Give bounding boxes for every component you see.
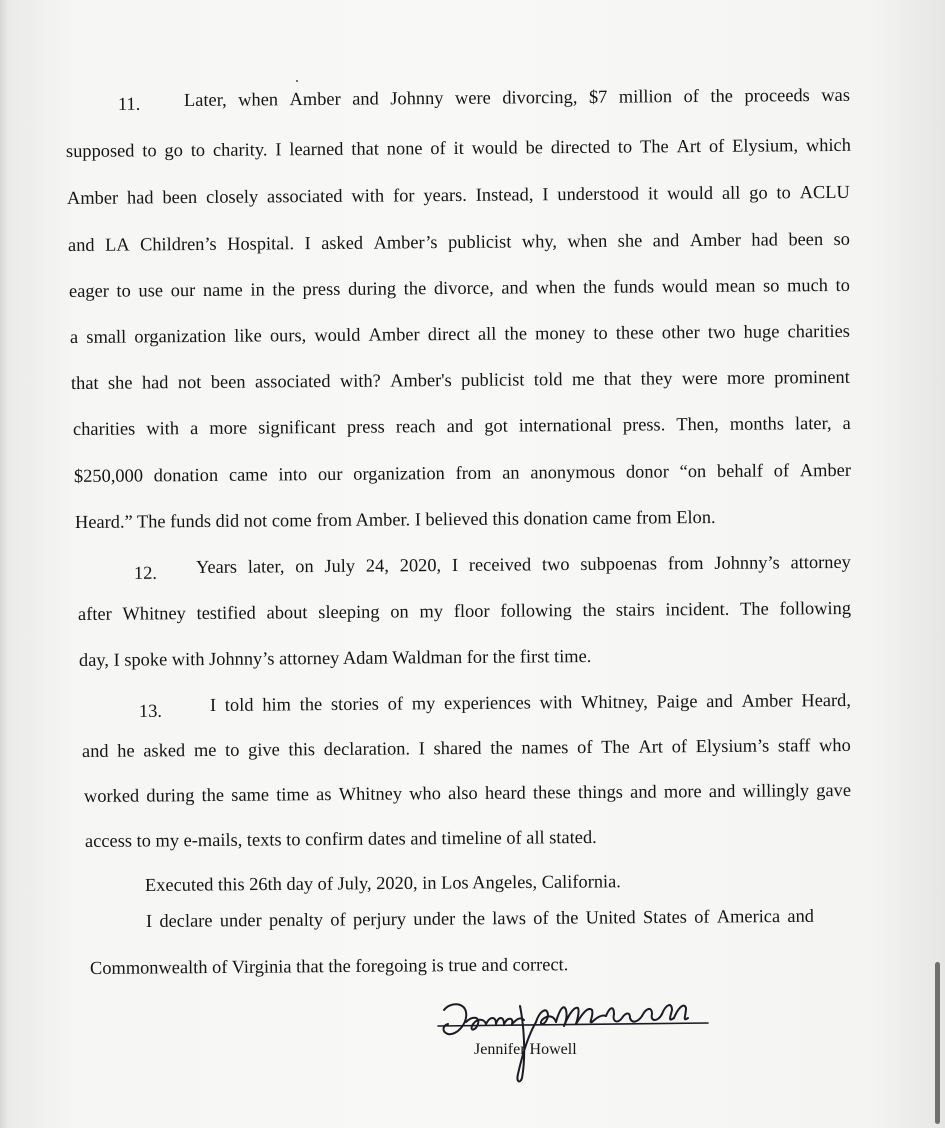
text-line: a small organization like ours, would Amber direct all the money to these other two huge charities xyxy=(69,320,850,347)
text-line: charities with a more significant press reach and got international press. Then, months later, a xyxy=(72,412,851,439)
text-line: Heard.” The funds did not come from Amber. I believed this donation came from Elon. xyxy=(74,506,716,532)
text-line: worked during the same time as Whitney who also heard these things and more and willingly gave xyxy=(83,779,852,806)
signatory-name: Jennifer Howell xyxy=(474,1041,577,1058)
paragraph-number: 13. xyxy=(138,700,163,721)
text-line: I told him the stories of my experiences with Whitney, Paige and Amber Heard, xyxy=(209,689,851,715)
page-edge-shadow xyxy=(0,0,8,1128)
text-line: Later, when Amber and Johnny were divorcing, $7 million of the proceeds was xyxy=(183,84,851,110)
scrollbar[interactable] xyxy=(935,962,940,1124)
text-line: I declare under penalty of perjury under the laws of the United States of America and xyxy=(145,905,815,931)
paragraph-number: 12. xyxy=(133,562,158,583)
text-line: Years later, on July 24, 2020, I received two subpoenas from Johnny’s attorney xyxy=(195,551,851,577)
text-line: access to my e-mails, texts to confirm dates and timeline of all stated. xyxy=(84,826,597,851)
text-line: after Whitney testified about sleeping on my floor following the stairs incident. The following xyxy=(77,597,852,624)
text-line: that she had not been associated with? Amber's publicist told me that they were more prominent xyxy=(70,366,850,393)
text-line: and LA Children’s Hospital. I asked Amber’s publicist why, when she and Amber had been so xyxy=(67,228,851,255)
execution-statement: Executed this 26th day of July, 2020, in Los Angeles, California. xyxy=(144,871,621,895)
stray-mark xyxy=(296,80,298,82)
text-line: eager to use our name in the press during the divorce, and when the funds would mean so much to xyxy=(68,274,851,301)
paragraph-number: 11. xyxy=(117,93,141,114)
text-line: and he asked me to give this declaration. I shared the names of The Art of Elysium’s staff who xyxy=(81,734,851,761)
text-line: Commonwealth of Virginia that the foregoing is true and correct. xyxy=(89,954,569,978)
text-line: Amber had been closely associated with for years. Instead, I understood it would all go to ACLU xyxy=(66,181,850,208)
text-line: day, I spoke with Johnny’s attorney Adam Waldman for the first time. xyxy=(78,645,592,670)
text-line: supposed to go to charity. I learned that none of it would be directed to The Art of Elysium, which xyxy=(65,134,851,161)
text-line: $250,000 donation came into our organization from an anonymous donor “on behalf of Amber xyxy=(73,459,852,486)
